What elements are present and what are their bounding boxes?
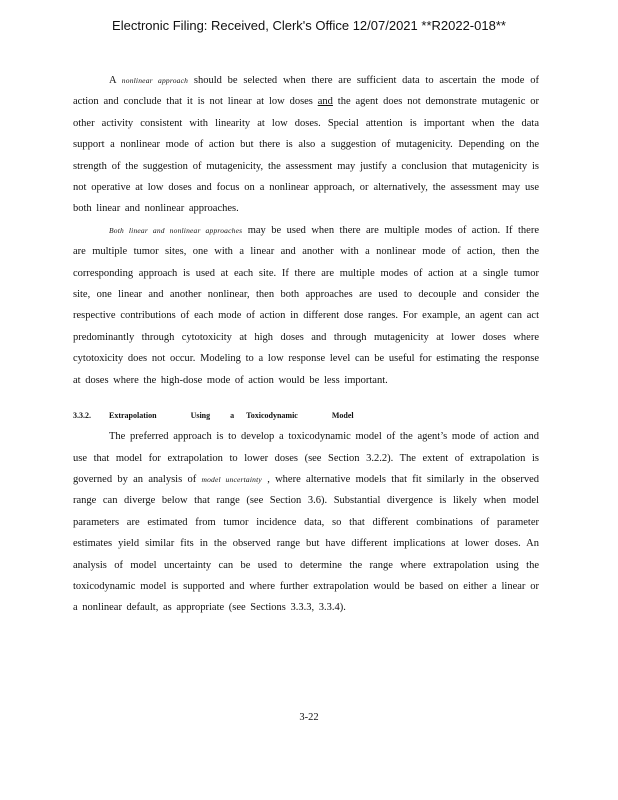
section-heading bbox=[73, 405, 539, 426]
section-title-word: Extrapolation bbox=[109, 411, 157, 421]
underlined-and: and bbox=[317, 96, 333, 108]
document-body bbox=[73, 70, 539, 619]
paragraph-text: , where alternative models that fit similarly in the observed range can diverge below that range (see Section 3.6). Substantial divergence is likely when model parameters are estimated from tumor incidence data, so that different combinations of parameter estimates yield similar fits in the observed range but have different implications at lower doses. An analysis of model uncertainty can be used to determine the range where extrapolation using the toxicodynamic model is supported and where further extrapolation would be based on either a linear or a nonlinear default, as appropriate (see Sections 3.3.3, 3.3.4). bbox=[73, 473, 539, 614]
section-number: 3.3.2. bbox=[73, 411, 91, 421]
paragraph-both-approaches bbox=[73, 220, 539, 391]
page-number: 3-22 bbox=[299, 712, 319, 723]
paragraph-toxicodynamic-model bbox=[73, 426, 539, 619]
paragraph-nonlinear-approach bbox=[73, 70, 539, 220]
section-title-word: Toxicodynamic bbox=[246, 411, 298, 421]
italic-term-both-approaches: Both linear and nonlinear approaches bbox=[109, 225, 243, 235]
paragraph-text: the agent does not demonstrate mutagenic or other activity consistent with linearity at low doses. Special attention is important when the data support a nonlinear mode of action but there is also a suggestion of mutagenicity. Depending on the strength of the suggestion of mutagenicity, the assessment may justify a conclusion that mutagenicity is not operative at low doses and focus on a nonlinear approach, or alternatively, the assessment may use both linear and nonlinear approaches. bbox=[73, 96, 539, 215]
section-title-word: a bbox=[230, 411, 235, 421]
section-title-word: Using bbox=[190, 411, 211, 421]
filing-header: Electronic Filing: Received, Clerk's Office 12/07/2021 **R2022-018** bbox=[112, 18, 506, 33]
paragraph-lead: A bbox=[109, 75, 122, 86]
italic-term-model-uncertainty: model uncertainty bbox=[201, 474, 262, 484]
italic-term-nonlinear-approach: nonlinear approach bbox=[121, 76, 189, 85]
paragraph-text: should be selected when there are sufficient data to ascertain the mode of action and conclude that it is not linear at low doses bbox=[73, 75, 539, 108]
paragraph-text: may be used when there are multiple modes of action. If there are multiple tumor sites, one with a linear and another with a nonlinear mode of action, then the corresponding approach is used at each site. If there are multiple modes of action at a single tumor site, one linear and another nonlinear, then both approaches are used to decouple and consider the respective contributions of each mode of action in different dose ranges. For example, an agent can act predominantly through cytotoxicity at high doses and through mutagenicity at lower doses where cytotoxicity does not occur. Modeling to a low response level can be useful for estimating the response at doses where the high-dose mode of action would be less important. bbox=[73, 224, 539, 386]
paragraph-text: The preferred approach is to develop a toxicodynamic model of the agent’s mode of action and use that model for extrapolation to lower doses (see Section 3.2.2). The extent of extrapolation is governed by an analysis of bbox=[73, 431, 539, 485]
section-title-word: Model bbox=[331, 411, 354, 421]
